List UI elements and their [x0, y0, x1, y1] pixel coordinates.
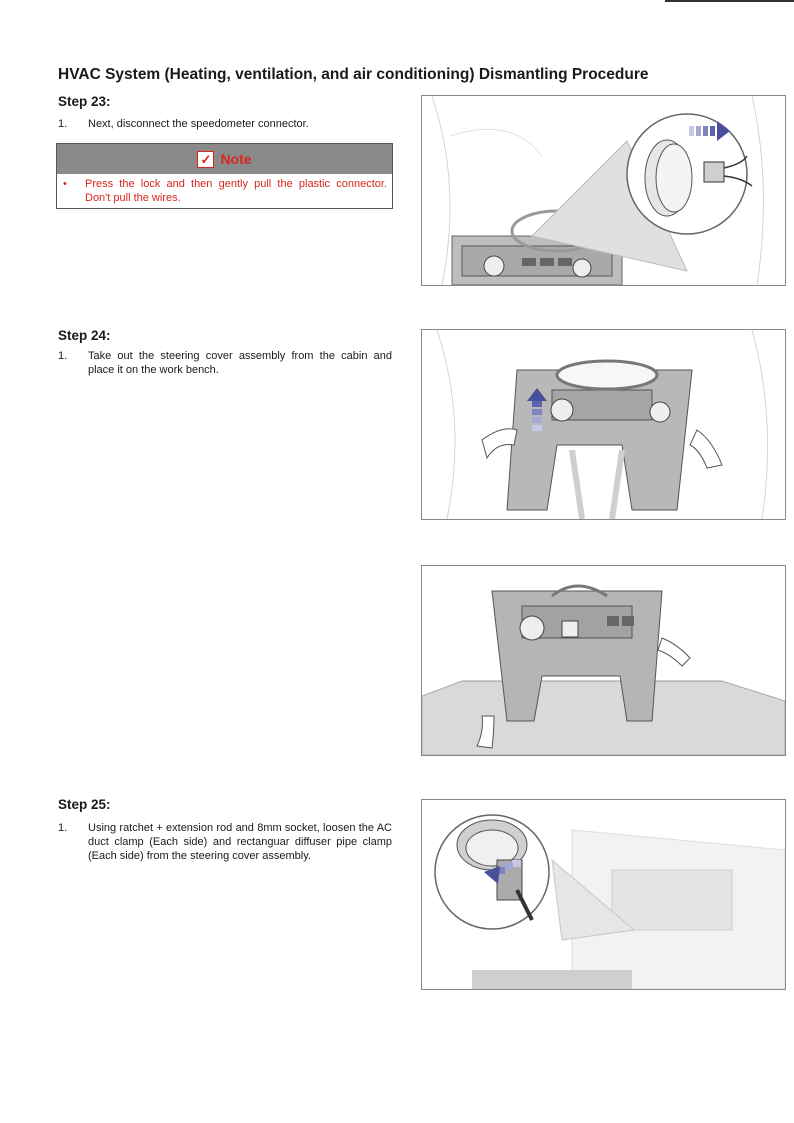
- page-title: HVAC System (Heating, ventilation, and air conditioning) Dismantling Procedure: [58, 66, 649, 83]
- step-25-heading: Step 25:: [58, 797, 111, 812]
- figure-cover-on-workbench: [421, 565, 786, 756]
- note-box: [56, 143, 393, 209]
- instruction-text: Using ratchet + extension rod and 8mm socket, loosen the AC duct clamp (Each side) and rectanguar diffuser pipe clamp (Each side) from the steering cover assembly.: [88, 822, 392, 862]
- step-24-heading: Step 24:: [58, 328, 111, 343]
- note-bullet: •: [63, 178, 67, 190]
- checkmark-icon: ✓: [197, 151, 214, 168]
- instruction-number: 1.: [58, 822, 68, 834]
- note-text: Press the lock and then gently pull the plastic connector. Don't pull the wires.: [85, 178, 387, 204]
- header-rule: [665, 0, 794, 2]
- step-23-heading: Step 23:: [58, 94, 111, 109]
- step-24-instruction: [58, 349, 392, 377]
- instruction-number: 1.: [58, 118, 68, 130]
- figure-speedometer-connector: [421, 95, 786, 286]
- note-title: Note: [220, 151, 252, 167]
- note-body: [57, 174, 392, 205]
- instruction-text: Next, disconnect the speedometer connector.: [88, 118, 309, 130]
- figure-duct-clamp-loosen: [421, 799, 786, 990]
- step-23-instruction: [58, 117, 392, 131]
- figure-steering-cover-lift: [421, 329, 786, 520]
- instruction-number: 1.: [58, 350, 68, 362]
- step-25-instruction: [58, 821, 392, 863]
- instruction-text: Take out the steering cover assembly from the cabin and place it on the work bench.: [88, 350, 392, 376]
- note-header: [57, 144, 392, 174]
